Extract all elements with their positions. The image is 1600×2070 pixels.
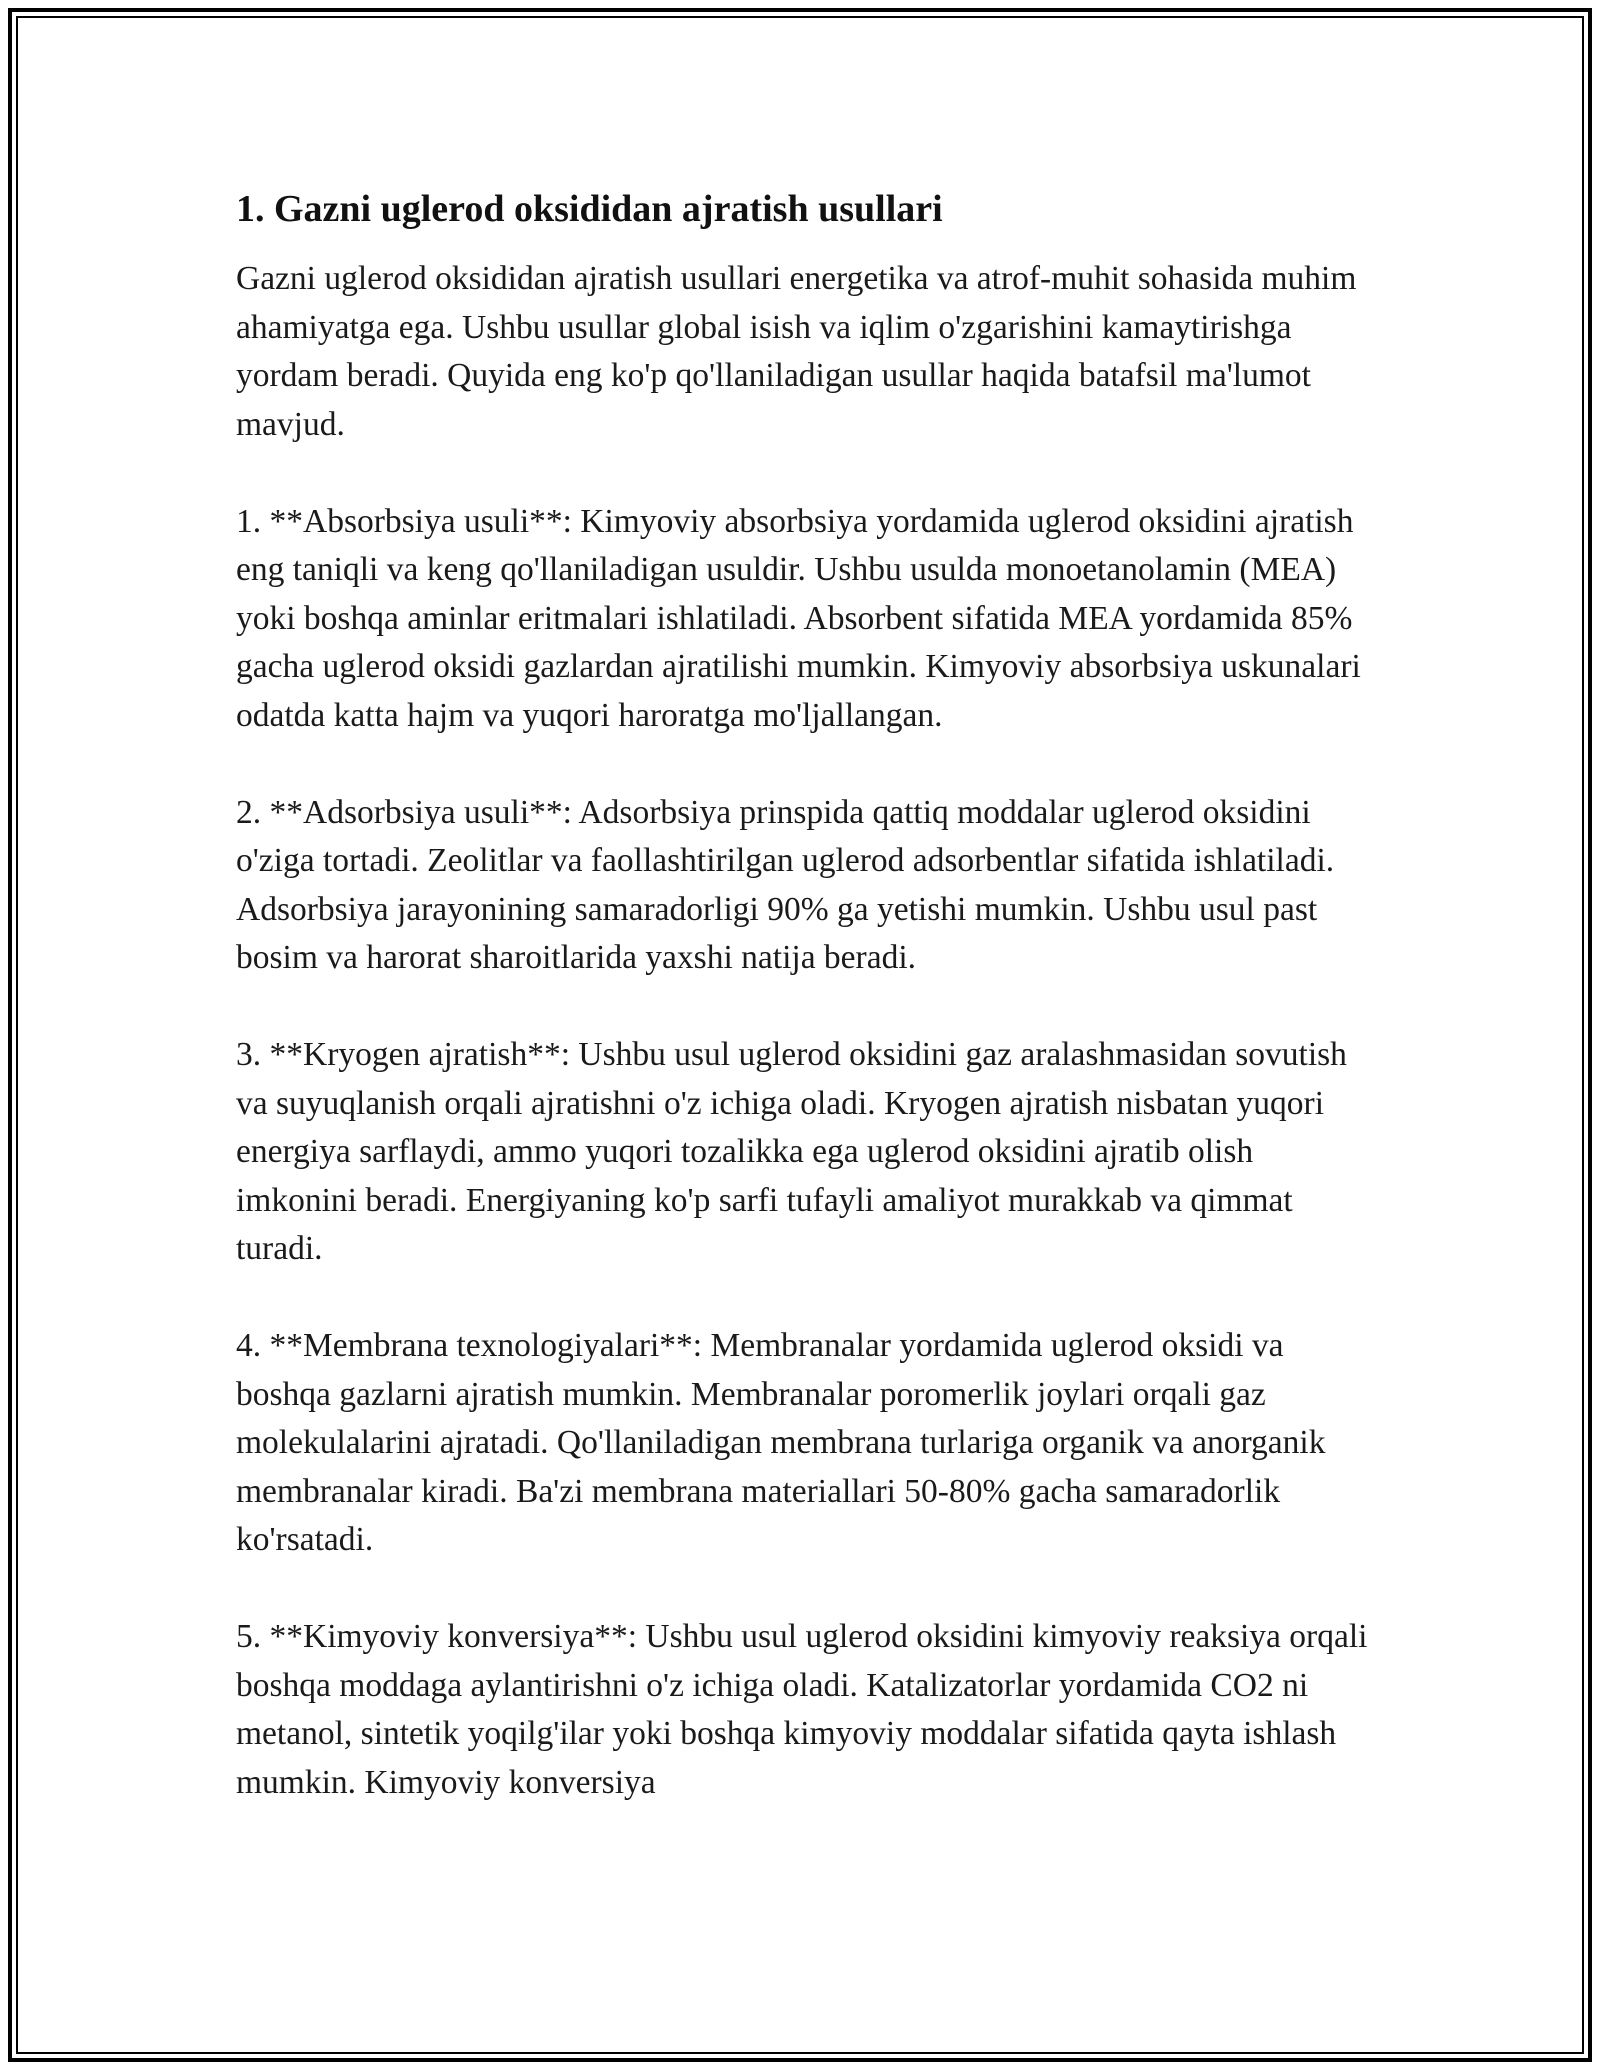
paragraph-konversiya: 5. **Kimyoviy konversiya**: Ushbu usul uglerod oksidini kimyoviy reaksiya orqali boshqa moddaga aylantirishni o'z ichiga oladi. Katalizatorlar yordamida CO2 ni metanol, sintetik yoqilg'ilar yoki boshqa kimyoviy moddalar sifatida qayta ishlash mumkin. Kimyoviy konversiya [236,1618,1368,1801]
section-heading: 1. Gazni uglerod oksididan ajratish usullari [236,188,943,230]
intro-paragraph: Gazni uglerod oksididan ajratish usullari energetika va atrof-muhit sohasida muhim ahamiyatga ega. Ushbu usullar global isish va iqlim o'zgarishini kamaytirishga yordam beradi. Quyida eng ko'p qo'llaniladigan usullar haqida batafsil ma'lumot mavjud. [236,260,1357,443]
paragraph-kryogen: 3. **Kryogen ajratish**: Ushbu usul uglerod oksidini gaz aralashmasidan sovutish va suyuqlanish orqali ajratishni o'z ichiga oladi. Kryogen ajratish nisbatan yuqori energiya sarflaydi, ammo yuqori tozalikka ega uglerod oksidini ajratib olish imkonini beradi. Energiyaning ko'p sarfi tufayli amaliyot murakkab va qimmat turadi. [236,1036,1347,1267]
paragraph-membrana: 4. **Membrana texnologiyalari**: Membranalar yordamida uglerod oksidi va boshqa gazlarni ajratish mumkin. Membranalar poromerlik joylari orqali gaz molekulalarini ajratadi. Qo'llaniladigan membrana turlariga organik va anorganik membranalar kiradi. Ba'zi membrana materiallari 50-80% gacha samaradorlik ko'rsatadi. [236,1327,1326,1558]
document-body [236,185,1376,1856]
paragraph-adsorbsiya: 2. **Adsorbsiya usuli**: Adsorbsiya prinspida qattiq moddalar uglerod oksidini o'ziga tortadi. Zeolitlar va faollashtirilgan uglerod adsorbentlar sifatida ishlatiladi. Adsorbsiya jarayonining samaradorligi 90% ga yetishi mumkin. Ushbu usul past bosim va harorat sharoitlarida yaxshi natija beradi. [236,793,1335,976]
paragraph-absorbsiya: 1. **Absorbsiya usuli**: Kimyoviy absorbsiya yordamida uglerod oksidini ajratish eng taniqli va keng qo'llaniladigan usuldir. Ushbu usulda monoetanolamin (MEA) yoki boshqa aminlar eritmalari ishlatiladi. Absorbent sifatida MEA yordamida 85% gacha uglerod oksidi gazlardan ajratilishi mumkin. Kimyoviy absorbsiya uskunalari odatda katta hajm va yuqori haroratga mo'ljallangan. [236,502,1361,734]
